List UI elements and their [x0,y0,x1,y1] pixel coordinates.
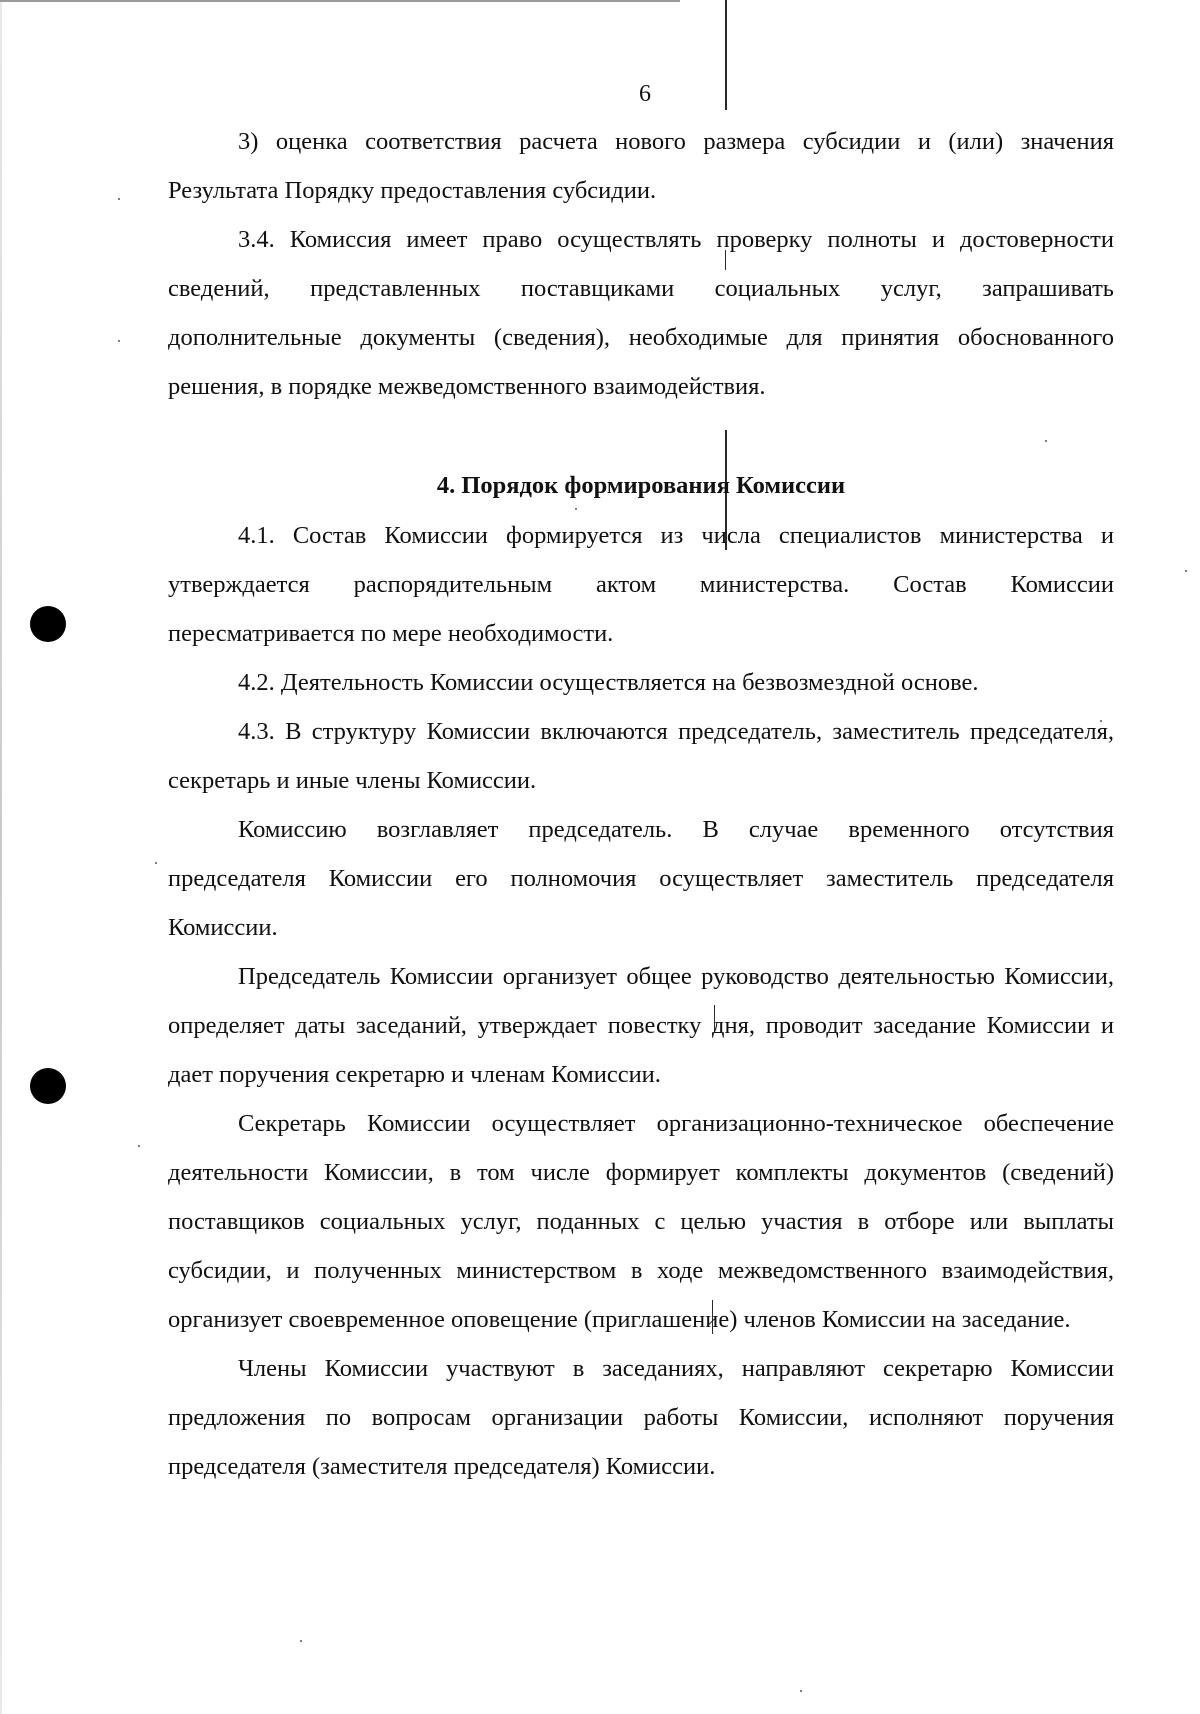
section-heading: 4. Порядок формирования Комиссии [436,472,846,499]
scan-speck [118,198,120,200]
scan-speck [118,340,120,342]
paragraph: Члены Комиссии участвуют в заседаниях, направляют секретарю Комиссии предложения по вопросам организации работы Комиссии, исполняют поручения председателя (заместителя председателя) Комиссии. [168,1355,1114,1480]
paragraph: 4.1. Состав Комиссии формируется из числа специалистов министерства и утверждается распорядительным актом министерства. Состав Комиссии пересматривается по мере необходимости. [168,522,1114,647]
paragraph: Комиссию возглавляет председатель. В случае временного отсутствия председателя Комиссии его полномочия осуществляет заместитель председателя Комиссии. [168,816,1114,941]
scan-artifact-line [725,0,727,110]
paragraph: 4.3. В структуру Комиссии включаются председатель, заместитель председателя, секретарь и иные члены Комиссии. [168,718,1114,794]
scan-speck [1185,570,1187,572]
scan-top-rule [0,0,680,2]
scan-speck [800,1690,802,1692]
scan-speck [138,1145,140,1147]
document-body [168,117,1114,1491]
paragraph: 3.4. Комиссия имеет право осуществлять проверку полноты и достоверности сведений, представленных поставщиками социальных услуг, запрашивать дополнительные документы (сведения), необходимые для принятия обоснованного решения, в порядке межведомственного взаимодействия. [168,226,1114,400]
scan-speck [300,1640,302,1642]
paragraph: 4.2. Деятельность Комиссии осуществляется на безвозмездной основе. [238,669,979,696]
page-number: 6 [639,81,651,107]
scan-left-edge [0,0,2,1714]
paragraph: Председатель Комиссии организует общее руководство деятельностью Комиссии, определяет даты заседаний, утверждает повестку дня, проводит заседание Комиссии и дает поручения секретарю и членам Комиссии. [168,963,1114,1088]
paragraph: 3) оценка соответствия расчета нового размера субсидии и (или) значения Результата Порядку предоставления субсидии. [168,128,1114,204]
paragraph: Секретарь Комиссии осуществляет организационно-техническое обеспечение деятельности Комиссии, в том числе формирует комплекты документов (сведений) поставщиков социальных услуг, поданных с целью участия в отборе или выплаты субсидии, и полученных министерством в ходе межведомственного взаимодействия, организует своевременное оповещение (приглашение) членов Комиссии на заседание. [168,1110,1114,1333]
punch-hole [30,606,66,642]
scan-speck [155,862,157,864]
punch-hole [30,1068,66,1104]
